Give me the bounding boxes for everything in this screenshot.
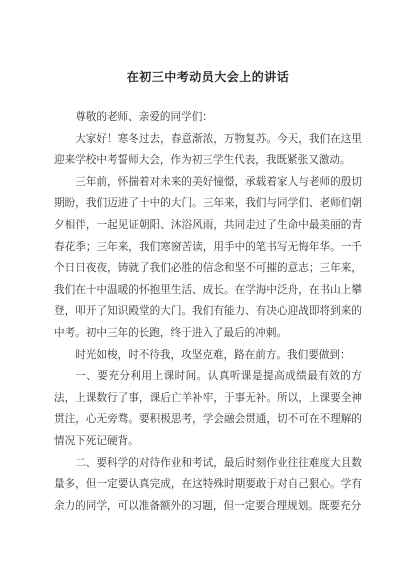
opening-paragraph: 大家好！寒冬过去，春意渐浓，万物复苏。今天，我们在这里迎来学校中考誓师大会，作为初三学生代表，我既紧张又激动。 — [54, 132, 362, 167]
point-two-paragraph: 二、要科学的对待作业和考试，最后时刻作业往往难度大且数量多，但一定要认真完成，在这特殊时期要敢于对自己狠心。学有余力的同学，可以准备额外的习题，但一定要合理规划。既要充分 — [54, 456, 362, 512]
salutation-paragraph: 尊敬的老师、亲爱的同学们： — [75, 111, 213, 123]
point-one-paragraph: 一、要充分利用上课时间。认真听课是提高成绩最有效的方法，上课数行了事，课后亡羊补牢，于事无补。所以，上课要全神贯注，心无旁骛。要积极思考，学会融会贯通，切不可在不理解的情况下死记硬背。 — [54, 370, 362, 447]
document-title: 在初三中考动员大会上的讲话 — [126, 70, 290, 84]
review-paragraph: 三年前，怀揣着对未来的美好憧憬，承载着家人与老师的殷切期盼，我们迈进了十中的大门。三年来，我们与同学们、老师们朝夕相伴，一起见证朝阳、沐浴风雨，共同走过了生命中最美丽的青春花季；三年来，我们寒窗苦读，用手中的笔书写无悔年华。一千个日日夜夜，铸就了我们必胜的信念和坚不可摧的意志；三年来，我们在十中温暖的怀抱里生活、成长。在学海中泛舟，在书山上攀登，叩开了知识殿堂的大门。我们有能力、有决心迎战即将到来的中考。初中三年的长跑，终于进入了最后的冲刺。 — [54, 175, 362, 339]
transition-paragraph: 时光如梭，时不待我，攻坚克难，路在前方。我们要做到： — [75, 348, 351, 361]
